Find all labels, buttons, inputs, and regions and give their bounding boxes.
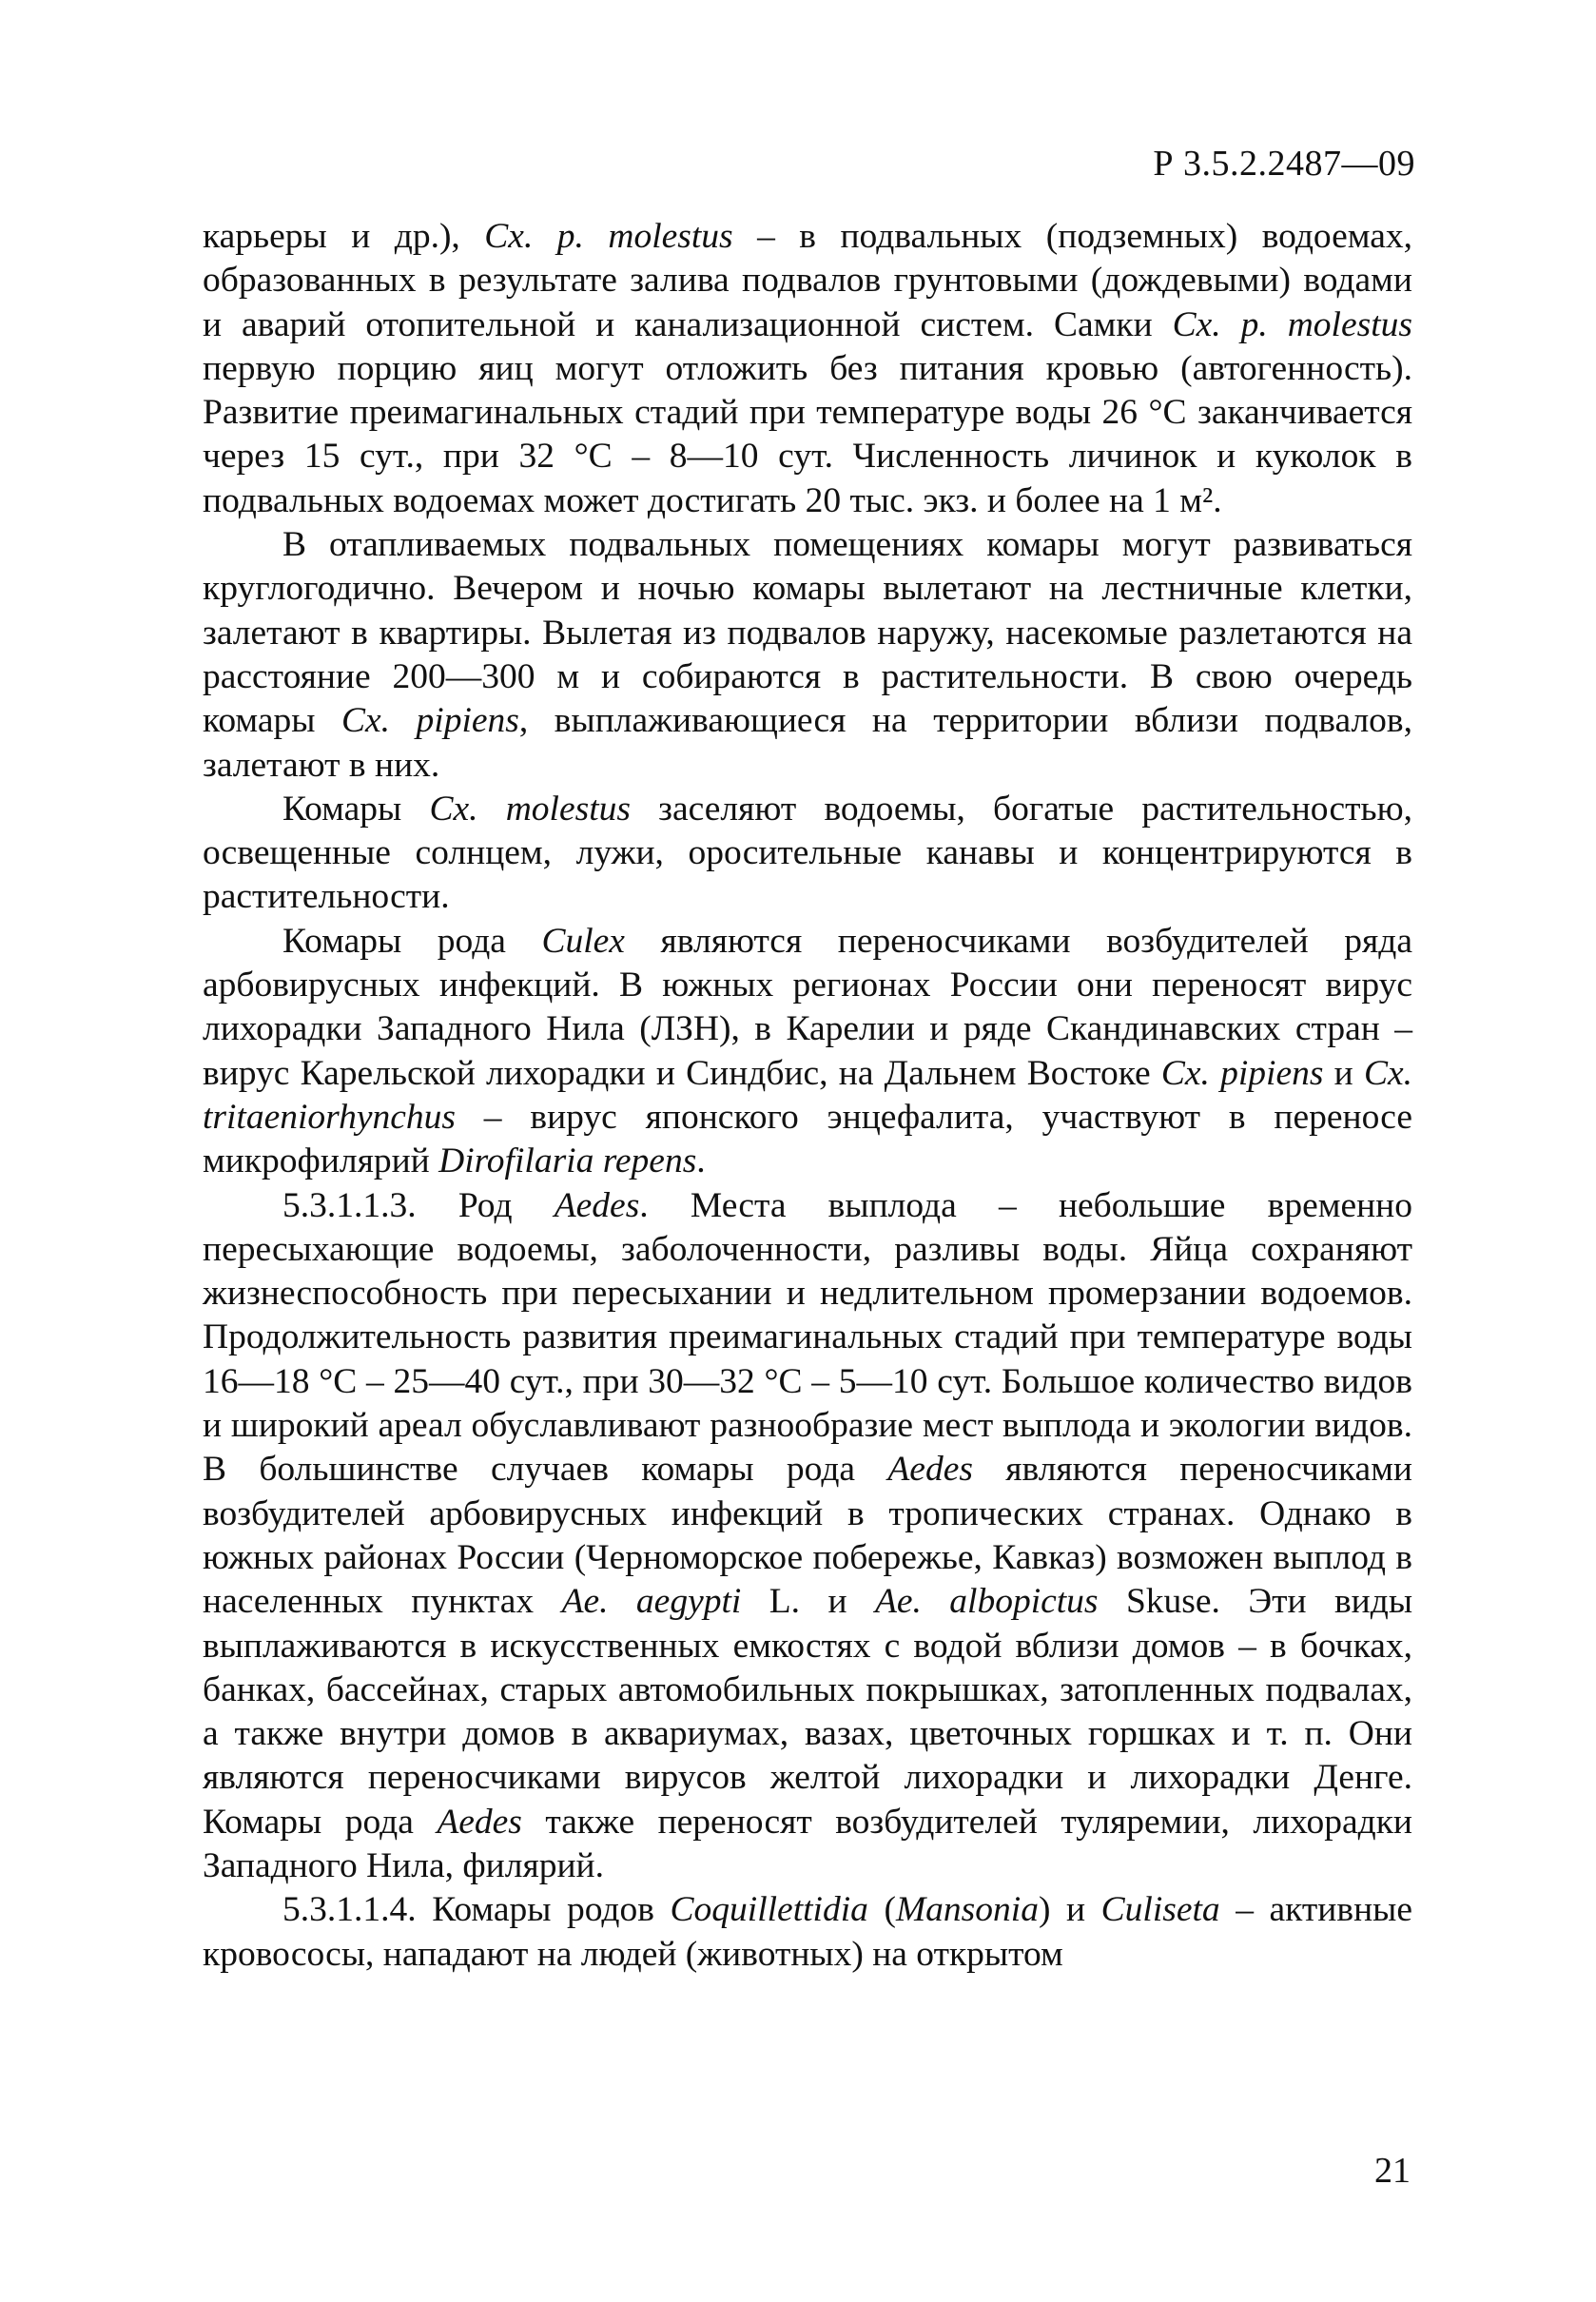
species-name: Ae. albopictus [874, 1582, 1099, 1622]
paragraph [203, 215, 1412, 523]
species-name: Ae. aegypti [561, 1582, 742, 1622]
text-run: L. и [741, 1582, 875, 1622]
text-run: . [696, 1141, 706, 1181]
text-run: Skuse. Эти виды выплаживаются в искусственных емкостях с водой вблизи домов – в бочках, банках, бассейнах, старых автомобильных покрышках, затопленных подвалах, а также внутри домов в аквариумах, вазах, цветочных горшках и т. п. Они являются переносчиками вирусов желтой лихорадки и лихорадки Денге. Комары рода [203, 1582, 1413, 1842]
page-number: 21 [1374, 2151, 1411, 2191]
text-run: и [1323, 1053, 1364, 1093]
text-run: ) и [1038, 1890, 1101, 1930]
text-run: являются переносчиками возбудителей арбовирусных инфекций в тропических странах. Однако в южных районах России (Черноморское побережье, Кавказ) возможен выплод в населенных пунктах [203, 1450, 1413, 1622]
genus-name: Aedes [437, 1802, 522, 1842]
species-name: Cx. p. molestus [484, 217, 733, 256]
body-text [203, 215, 1412, 1977]
text-run: 5.3.1.1.4. Комары родов [282, 1890, 671, 1930]
text-run: Комары [282, 789, 430, 829]
text-run: – активные кровососы, нападают на людей (животных) на открытом [203, 1890, 1412, 1974]
document-code: Р 3.5.2.2487—09 [1153, 144, 1415, 184]
species-name: Cx. molestus [429, 789, 631, 829]
text-run: – в подвальных (подземных) водоемах, образованных в результате залива подвалов грунтовыми (дождевыми) водами и аварий отопительной и канализационной систем. Самки [203, 217, 1412, 344]
text-run: также переносят возбудителей туляремии, лихорадки Западного Нила, филярий. [203, 1802, 1412, 1885]
text-run: . Места выплода – небольшие временно пересыхающие водоемы, заболоченности, разливы воды. Яйца сохраняют жизнеспособность при пересыхании и недлительном промерзании водоемов. Продолжительность развития преимагинальных стадий при температуре воды 16—18 °С – 25—40 сут., при 30—32 °С – 5—10 сут. Большое количество видов и широкий ареал обуславливают разнообразие мест выплода и экологии видов. В большинстве случаев комары рода [203, 1185, 1413, 1490]
paragraph [203, 1888, 1412, 1977]
paragraph [203, 788, 1412, 920]
text-run: являются переносчиками возбудителей ряда арбовирусных инфекций. В южных регионах России они переносят вирус лихорадки Западного Нила (ЛЗН), в Карелии и ряде Скандинавских стран – вирус Карельской лихорадки и Синдбис, на Дальнем Востоке [203, 921, 1412, 1093]
genus-name: Mansonia [895, 1890, 1039, 1930]
genus-name: Aedes [887, 1450, 973, 1490]
genus-name: Culex [541, 921, 625, 961]
genus-name: Culiseta [1100, 1890, 1220, 1930]
species-name: Cx. tritaeniorhynchus [203, 1053, 1412, 1137]
paragraph [203, 1184, 1412, 1889]
text-run: первую порцию яиц могут отложить без питания кровью (автогенность). Развитие преимагинальных стадий при температуре воды 26 °С заканчивается через 15 сут., при 32 °С – 8—10 сут. Численность личинок и куколок в подвальных водоемах может достигать 20 тыс. экз. и более на 1 м². [203, 348, 1412, 520]
text-run: ( [867, 1890, 896, 1930]
genus-name: Coquillettidia [670, 1890, 868, 1930]
text-run: Комары рода [282, 921, 542, 961]
species-name: Cx. pipiens [341, 701, 519, 741]
text-run: , выплаживающиеся на территории вблизи подвалов, залетают в них. [203, 701, 1412, 785]
genus-name: Aedes [554, 1185, 640, 1225]
species-name: Cx. p. molestus [1172, 304, 1412, 344]
text-run: В отапливаемых подвальных помещениях комары могут развиваться круглогодично. Вечером и ночью комары вылетают на лестничные клетки, залетают в квартиры. Вылетая из подвалов наружу, насекомые разлетаются на расстояние 200—300 м и собираются в растительности. В свою очередь комары [203, 525, 1412, 741]
text-run: 5.3.1.1.3. Род [282, 1185, 555, 1225]
paragraph [203, 920, 1412, 1184]
text-run: карьеры и др.), [203, 217, 485, 256]
text-run: заселяют водоемы, богатые растительностью, освещенные солнцем, лужи, оросительные канавы и концентрируются в растительности. [203, 789, 1412, 917]
species-name: Cx. pipiens [1160, 1053, 1324, 1093]
species-name: Dirofilaria repens [438, 1141, 697, 1181]
paragraph [203, 523, 1412, 788]
text-run: – вирус японского энцефалита, участвуют в переносе микрофилярий [203, 1097, 1412, 1181]
